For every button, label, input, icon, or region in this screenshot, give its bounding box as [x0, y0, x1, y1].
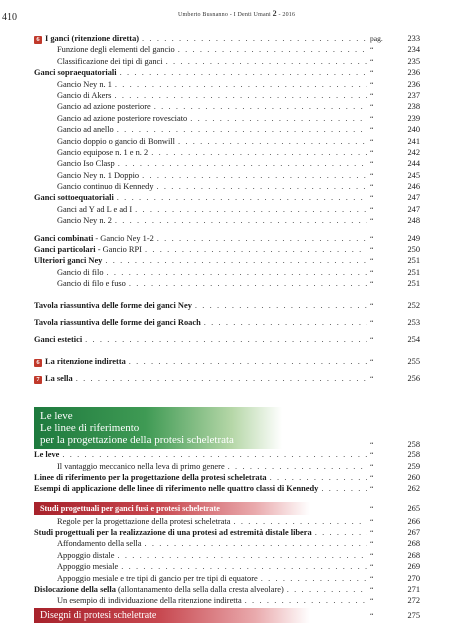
entry-page: 237 [407, 90, 420, 100]
toc-entry[interactable] [34, 44, 420, 55]
running-head-volume: 2 [272, 9, 277, 18]
banner-title: Disegni di protesi scheletrate [34, 608, 310, 623]
ditto-mark: “ [370, 562, 374, 572]
entry-page: 275 [407, 610, 420, 620]
page-number: 410 [2, 12, 17, 23]
ditto-mark: “ [370, 610, 374, 620]
toc-entry[interactable] [34, 90, 420, 101]
toc-entry[interactable] [34, 147, 420, 158]
entry-page: 247 [407, 193, 420, 203]
banner-title: Studi progettuali per ganci fusi e protesi scheletrate [34, 502, 310, 515]
toc-entry-ganci[interactable] [34, 33, 420, 44]
banner-line: Le leve [40, 409, 73, 422]
entry-page: 251 [407, 279, 420, 289]
ditto-mark: “ [370, 484, 374, 494]
ditto-mark: “ [370, 335, 374, 345]
ditto-mark: “ [370, 440, 374, 450]
entry-label: Appoggio mesiale e tre tipi di gancio per tre tipi di equatore [57, 573, 258, 583]
entry-page: 262 [407, 484, 420, 494]
toc-entry-tavola-ney[interactable] [34, 300, 420, 311]
entry-page: 269 [407, 562, 420, 572]
entry-page: 236 [407, 79, 420, 89]
ditto-mark: “ [370, 245, 374, 255]
entry-label: Gancio di filo [57, 267, 104, 277]
toc-entry[interactable] [34, 215, 420, 226]
entry-page: 253 [407, 317, 420, 327]
entry-title: Le leve [34, 450, 60, 460]
entry-page: 272 [407, 596, 420, 606]
toc-entry[interactable] [34, 561, 420, 572]
ditto-mark: “ [370, 136, 374, 146]
entry-label: Gancio Ney n. 1 Doppio [57, 170, 140, 180]
entry-page: 238 [407, 102, 420, 112]
entry-label: Gancio Ney n. 1 [57, 79, 112, 89]
ditto-mark: “ [370, 300, 374, 310]
entry-title: La sella [45, 374, 73, 384]
entry-label: Gancio doppio o gancio di Bonwill [57, 136, 175, 146]
entry-title: Ganci particolari [34, 245, 96, 255]
table-of-contents [34, 33, 420, 624]
ditto-mark: “ [370, 90, 374, 100]
ditto-mark: “ [370, 147, 374, 157]
entry-title: Linee di riferimento per la progettazione della protesi scheletrata [34, 472, 267, 482]
banner-line: per la progettazione della protesi scheletrata [40, 433, 234, 446]
ditto-mark: “ [370, 125, 374, 135]
entry-page: 265 [407, 503, 420, 513]
entry-page: 255 [407, 356, 420, 366]
ditto-mark: “ [370, 216, 374, 226]
entry-page: 249 [407, 233, 420, 243]
entry-page: 245 [407, 170, 420, 180]
entry-title: Ganci sopraequatoriali [34, 68, 117, 78]
entry-label: Classificazione dei tipi di ganci [57, 56, 163, 66]
entry-title: Tavola riassuntiva delle forme dei ganci Ney [34, 300, 192, 310]
ditto-mark: “ [370, 374, 374, 384]
entry-page: 258 [407, 440, 420, 450]
ditto-mark: “ [370, 539, 374, 549]
part-banner-leve[interactable] [34, 407, 420, 450]
ditto-mark: “ [370, 550, 374, 560]
ditto-mark: “ [370, 472, 374, 482]
entry-page: 234 [407, 45, 420, 55]
entry-title: Studi progettuali per la realizzazione di una protesi ad estremità distale libera [34, 528, 312, 538]
ditto-mark: “ [370, 113, 374, 123]
toc-entry[interactable] [34, 79, 420, 90]
toc-entry[interactable] [34, 170, 420, 181]
entry-label: Gancio Ney n. 2 [57, 216, 112, 226]
toc-entry[interactable] [34, 516, 420, 527]
toc-entry[interactable] [34, 101, 420, 112]
entry-page: 252 [407, 300, 420, 310]
ditto-mark: “ [370, 193, 374, 203]
toc-entry[interactable] [34, 573, 420, 584]
toc-entry-ulteriori[interactable] [34, 255, 420, 266]
ditto-mark: “ [370, 450, 374, 460]
part-banner-studi[interactable] [34, 502, 420, 515]
toc-entry[interactable] [34, 136, 420, 147]
entry-page: 260 [407, 472, 420, 482]
entry-label: Appoggio mesiale [57, 562, 119, 572]
running-head-year: - 2016 [278, 12, 296, 18]
ditto-mark: “ [370, 233, 374, 243]
entry-title: Esempi di applicazione delle linee di riferimento nelle quattro classi di Kennedy [34, 484, 319, 494]
ditto-mark: “ [370, 528, 374, 538]
toc-entry-sottoequatoriali[interactable] [34, 192, 420, 203]
entry-page: 246 [407, 182, 420, 192]
toc-entry[interactable] [34, 204, 420, 215]
entry-subtitle: - Gancio RPI [97, 245, 142, 255]
part-banner-disegni[interactable] [34, 608, 420, 623]
entry-title: Ganci combinati [34, 233, 94, 243]
entry-subtitle: (allontanamento della sella dalla cresta alveolare) [117, 585, 284, 595]
entry-page: 233 [407, 33, 420, 43]
entry-label: Gancio equipose n. 1 e n. 2 [57, 147, 149, 157]
ditto-mark: “ [370, 256, 374, 266]
toc-entry[interactable] [34, 181, 420, 192]
entry-page: 258 [407, 450, 420, 460]
toc-entry[interactable] [34, 461, 420, 472]
entry-label: Gancio di Akers [57, 90, 112, 100]
entry-title: Ulteriori ganci Ney [34, 256, 103, 266]
entry-title: Dislocazione della sella [34, 585, 116, 595]
toc-entry[interactable] [34, 595, 420, 606]
toc-entry[interactable] [34, 267, 420, 278]
entry-label: Ganci ad Y ad L e ad I [57, 204, 133, 214]
toc-entry[interactable] [34, 113, 420, 124]
ditto-mark: “ [370, 170, 374, 180]
chapter-badge: 6 [34, 36, 42, 44]
ditto-mark: “ [370, 279, 374, 289]
entry-page: 248 [407, 216, 420, 226]
toc-entry-dislocazione[interactable] [34, 584, 420, 595]
running-head-prefix: Umberto Busnanno - I Denti Umani [178, 12, 271, 18]
ditto-mark: “ [370, 503, 374, 513]
entry-page: 251 [407, 267, 420, 277]
toc-entry[interactable] [34, 278, 420, 289]
toc-entry-esempi[interactable] [34, 483, 420, 494]
entry-page: 254 [407, 335, 420, 345]
chapter-badge: 6 [34, 359, 42, 367]
ditto-mark: “ [370, 79, 374, 89]
entry-title: Ganci estetici [34, 335, 83, 345]
toc-entry[interactable] [34, 158, 420, 169]
ditto-mark: “ [370, 182, 374, 192]
toc-entry[interactable] [34, 124, 420, 135]
chapter-badge: 7 [34, 376, 42, 384]
entry-page: 247 [407, 204, 420, 214]
ditto-mark: “ [370, 68, 374, 78]
entry-label: Gancio continuo di Kennedy [57, 182, 154, 192]
ditto-mark: “ [370, 267, 374, 277]
entry-label: Regole per la progettazione della protesi scheletrata [57, 516, 231, 526]
entry-label: Funzione degli elementi del gancio [57, 45, 175, 55]
entry-label: Appoggio distale [57, 550, 115, 560]
ditto-mark: “ [370, 573, 374, 583]
entry-page: 239 [407, 113, 420, 123]
entry-page: 250 [407, 245, 420, 255]
entry-page: 270 [407, 573, 420, 583]
ditto-mark: “ [370, 159, 374, 169]
running-head [178, 9, 295, 18]
entry-label: Gancio ad anello [57, 125, 114, 135]
toc-entry[interactable] [34, 539, 420, 550]
entry-label: Il vantaggio meccanico nella leva di primo genere [57, 461, 225, 471]
entry-page: 266 [407, 516, 420, 526]
ditto-mark: “ [370, 317, 374, 327]
entry-label: Gancio ad azione posteriore [57, 102, 151, 112]
entry-label: Affondamento della sella [57, 539, 142, 549]
toc-entry-estetici[interactable] [34, 334, 420, 345]
entry-page: 268 [407, 539, 420, 549]
entry-title: I ganci (ritenzione diretta) [45, 33, 140, 43]
toc-entry-leve[interactable] [34, 449, 420, 460]
entry-page: 241 [407, 136, 420, 146]
ditto-mark: “ [370, 356, 374, 366]
entry-subtitle: - Gancio Ney 1-2 [95, 233, 154, 243]
page-prefix: pag. [370, 33, 383, 43]
ditto-mark: “ [370, 204, 374, 214]
entry-label: Gancio ad azione posteriore rovesciato [57, 113, 188, 123]
entry-page: 236 [407, 68, 420, 78]
ditto-mark: “ [370, 56, 374, 66]
toc-entry-particolari[interactable] [34, 244, 420, 255]
toc-entry-combinati[interactable] [34, 233, 420, 244]
entry-label: Gancio di filo e fuso [57, 279, 126, 289]
toc-entry[interactable] [34, 550, 420, 561]
entry-page: 256 [407, 374, 420, 384]
ditto-mark: “ [370, 516, 374, 526]
entry-page: 235 [407, 56, 420, 66]
ditto-mark: “ [370, 45, 374, 55]
ditto-mark: “ [370, 585, 374, 595]
entry-title: La ritenzione indiretta [45, 356, 126, 366]
toc-entry-sella[interactable] [34, 373, 420, 384]
ditto-mark: “ [370, 461, 374, 471]
entry-label: Un esempio di individuazione della ritenzione indiretta [57, 596, 242, 606]
entry-page: 244 [407, 159, 420, 169]
entry-page: 268 [407, 550, 420, 560]
toc-entry-sopraequatoriali[interactable] [34, 67, 420, 78]
toc-entry-linee[interactable] [34, 472, 420, 483]
entry-page: 251 [407, 256, 420, 266]
entry-title: Tavola riassuntiva delle forme dei ganci Roach [34, 317, 201, 327]
entry-page: 271 [407, 585, 420, 595]
entry-label: Gancio Iso Clasp [57, 159, 115, 169]
toc-entry-ritenzione-indiretta[interactable] [34, 356, 420, 367]
ditto-mark: “ [370, 102, 374, 112]
entry-page: 267 [407, 528, 420, 538]
banner-line: Le linee di riferimento [40, 421, 140, 434]
ditto-mark: “ [370, 596, 374, 606]
toc-entry-tavola-roach[interactable] [34, 317, 420, 328]
toc-entry-studi[interactable] [34, 527, 420, 538]
entry-page: 259 [407, 461, 420, 471]
entry-title: Ganci sottoequatoriali [34, 193, 114, 203]
entry-page: 242 [407, 147, 420, 157]
entry-page: 240 [407, 125, 420, 135]
toc-entry[interactable] [34, 56, 420, 67]
